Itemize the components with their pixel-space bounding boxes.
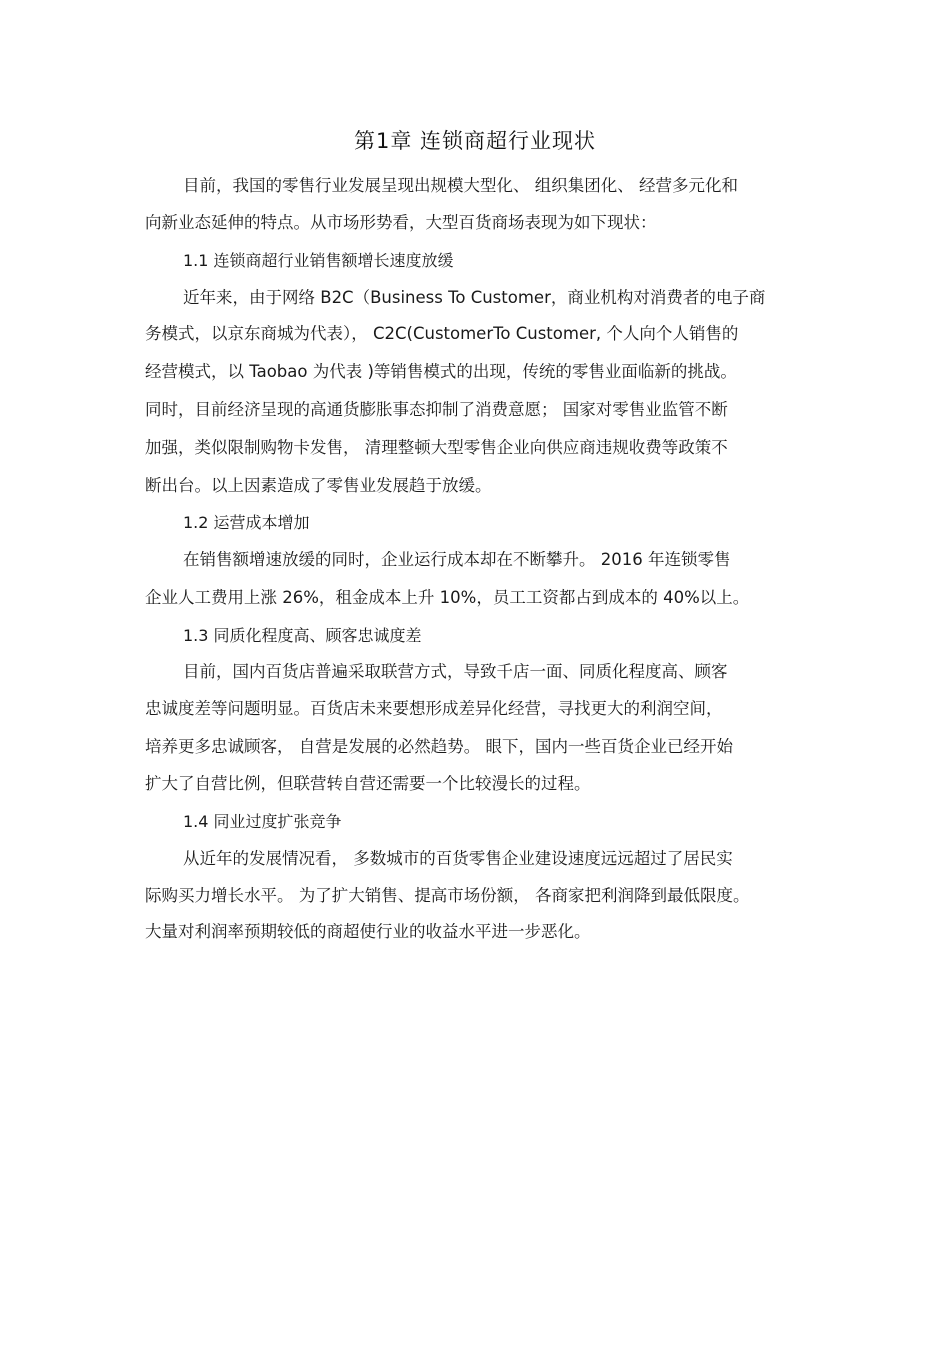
chapter-title: 第1章 连锁商超行业现状 (353, 129, 597, 153)
paragraph-line: 企业人工费用上涨 26%，租金成本上升 10%，员工工资都占到成本的 40%以上。 (145, 588, 750, 607)
paragraph-line: 从近年的发展情况看， 多数城市的百货零售企业建设速度远远超过了居民实 (183, 849, 733, 868)
paragraph-line: 忠诚度差等问题明显。百货店未来要想形成差异化经营，寻找更大的利润空间， (145, 699, 723, 718)
paragraph-line: 目前，国内百货店普遍采取联营方式，导致千店一面、同质化程度高、顾客 (183, 662, 728, 681)
paragraph-line: 大量对利润率预期较低的商超使行业的收益水平进一步恶化。 (145, 922, 591, 941)
section-heading: 1.2 运营成本增加 (183, 513, 310, 532)
paragraph-line: 向新业态延伸的特点。从市场形势看，大型百货商场表现为如下现状： (145, 213, 657, 232)
paragraph-line: 经营模式，以 Taobao 为代表 )等销售模式的出现，传统的零售业面临新的挑战。 (145, 362, 737, 381)
paragraph-line: 务模式，以京东商城为代表）， C2C(CustomerTo Customer, 个人向个人销售的 (145, 324, 739, 343)
paragraph-line: 在销售额增速放缓的同时，企业运行成本却在不断攀升。 2016 年连锁零售 (183, 550, 731, 569)
paragraph-line: 近年来，由于网络 B2C（Business To Customer，商业机构对消费者的电子商 (183, 288, 766, 307)
section-heading: 1.3 同质化程度高、顾客忠诚度差 (183, 626, 422, 645)
section-heading: 1.4 同业过度扩张竞争 (183, 812, 342, 831)
section-heading: 1.1 连锁商超行业销售额增长速度放缓 (183, 251, 454, 270)
paragraph-line: 际购买力增长水平。 为了扩大销售、提高市场份额， 各商家把利润降到最低限度。 (145, 886, 750, 905)
paragraph-line: 同时，目前经济呈现的高通货膨胀事态抑制了消费意愿； 国家对零售业监管不断 (145, 400, 728, 419)
paragraph-line: 目前，我国的零售行业发展呈现出规模大型化、 组织集团化、 经营多元化和 (183, 176, 738, 195)
paragraph-line: 断出台。以上因素造成了零售业发展趋于放缓。 (145, 476, 492, 495)
paragraph-line: 扩大了自营比例，但联营转自营还需要一个比较漫长的过程。 (145, 774, 591, 793)
paragraph-line: 加强，类似限制购物卡发售， 清理整顿大型零售企业向供应商违规收费等政策不 (145, 438, 728, 457)
paragraph-line: 培养更多忠诚顾客， 自营是发展的必然趋势。 眼下，国内一些百货企业已经开始 (145, 737, 733, 756)
